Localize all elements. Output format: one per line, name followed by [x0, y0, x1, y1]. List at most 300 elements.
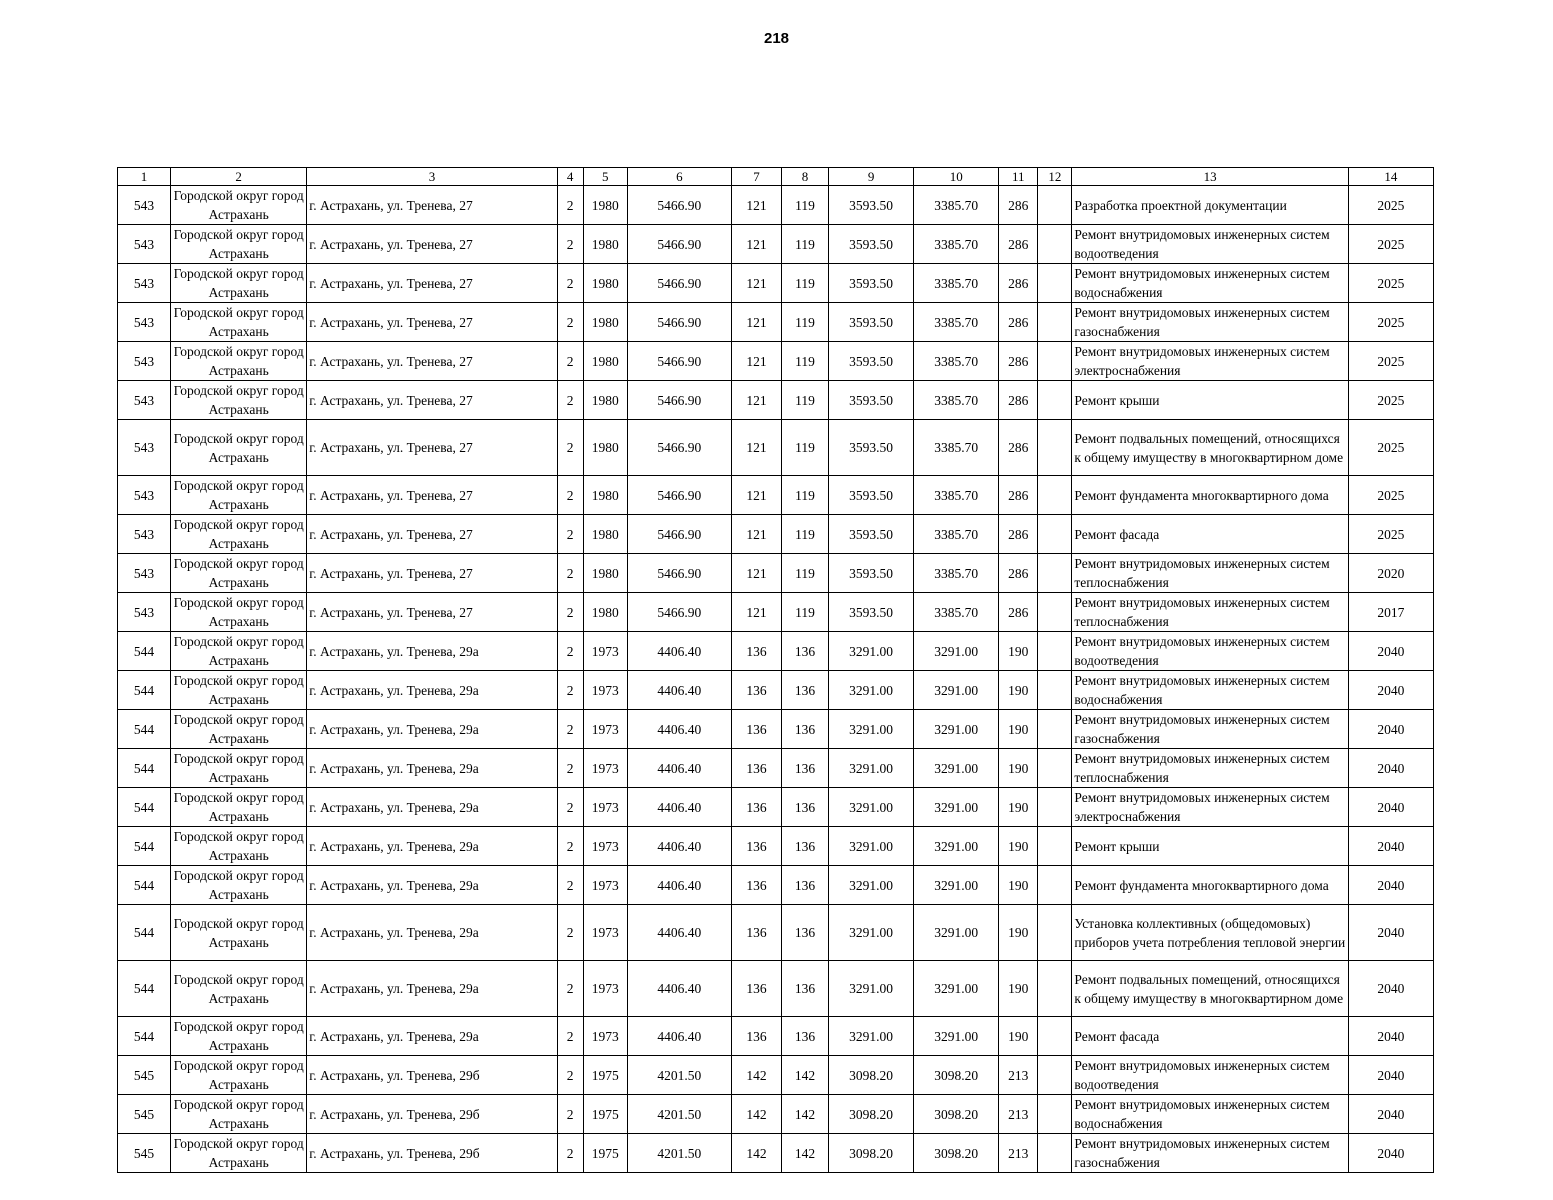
total-area-cell: 4406.40	[627, 671, 731, 710]
col9-cell: 3291.00	[829, 788, 914, 827]
col8-cell: 142	[781, 1134, 828, 1173]
col11-cell: 286	[999, 342, 1038, 381]
col9-cell: 3593.50	[829, 186, 914, 225]
col10-cell: 3385.70	[914, 186, 999, 225]
municipality-cell: Городской округ город Астрахань	[171, 381, 307, 420]
col12-cell	[1038, 476, 1072, 515]
col12-cell	[1038, 420, 1072, 476]
total-area-cell: 4406.40	[627, 827, 731, 866]
address-cell: г. Астрахань, ул. Тренева, 27	[307, 225, 557, 264]
col8-cell: 136	[781, 632, 828, 671]
house-number-cell: 544	[118, 827, 171, 866]
work-type-cell: Ремонт внутридомовых инженерных систем водоотведения	[1072, 225, 1348, 264]
col11-cell: 286	[999, 225, 1038, 264]
planned-year-cell: 2025	[1348, 264, 1433, 303]
build-year-cell: 1973	[583, 788, 627, 827]
col9-cell: 3291.00	[829, 905, 914, 961]
col10-cell: 3385.70	[914, 381, 999, 420]
col9-cell: 3593.50	[829, 264, 914, 303]
total-area-cell: 5466.90	[627, 593, 731, 632]
total-area-cell: 5466.90	[627, 264, 731, 303]
address-cell: г. Астрахань, ул. Тренева, 27	[307, 515, 557, 554]
column-number-row	[118, 168, 1434, 186]
build-year-cell: 1973	[583, 632, 627, 671]
work-type-cell: Ремонт внутридомовых инженерных систем газоснабжения	[1072, 1134, 1348, 1173]
col9-cell: 3593.50	[829, 554, 914, 593]
planned-year-cell: 2025	[1348, 225, 1433, 264]
address-cell: г. Астрахань, ул. Тренева, 29а	[307, 866, 557, 905]
build-year-cell: 1980	[583, 554, 627, 593]
col11-cell: 286	[999, 303, 1038, 342]
work-type-cell: Ремонт крыши	[1072, 827, 1348, 866]
municipality-cell: Городской округ город Астрахань	[171, 515, 307, 554]
table-row	[118, 710, 1434, 749]
work-type-cell: Ремонт фундамента многоквартирного дома	[1072, 476, 1348, 515]
table-row	[118, 186, 1434, 225]
col12-cell	[1038, 749, 1072, 788]
municipality-cell: Городской округ город Астрахань	[171, 1017, 307, 1056]
build-year-cell: 1980	[583, 515, 627, 554]
col10-cell: 3291.00	[914, 1017, 999, 1056]
col11-cell: 190	[999, 827, 1038, 866]
col12-cell	[1038, 671, 1072, 710]
address-cell: г. Астрахань, ул. Тренева, 29б	[307, 1095, 557, 1134]
build-year-cell: 1973	[583, 671, 627, 710]
municipality-cell: Городской округ город Астрахань	[171, 554, 307, 593]
col8-cell: 136	[781, 827, 828, 866]
col11-cell: 190	[999, 866, 1038, 905]
col12-cell	[1038, 264, 1072, 303]
municipality-cell: Городской округ город Астрахань	[171, 905, 307, 961]
col8-cell: 119	[781, 420, 828, 476]
floors-cell: 2	[557, 593, 583, 632]
house-number-cell: 543	[118, 225, 171, 264]
total-area-cell: 5466.90	[627, 515, 731, 554]
col9-cell: 3593.50	[829, 303, 914, 342]
municipality-cell: Городской округ город Астрахань	[171, 827, 307, 866]
total-area-cell: 5466.90	[627, 342, 731, 381]
col9-cell: 3291.00	[829, 671, 914, 710]
build-year-cell: 1980	[583, 186, 627, 225]
col12-cell	[1038, 554, 1072, 593]
floors-cell: 2	[557, 632, 583, 671]
house-number-cell: 545	[118, 1056, 171, 1095]
municipality-cell: Городской округ город Астрахань	[171, 710, 307, 749]
address-cell: г. Астрахань, ул. Тренева, 29а	[307, 1017, 557, 1056]
col10-cell: 3385.70	[914, 342, 999, 381]
municipality-cell: Городской округ город Астрахань	[171, 303, 307, 342]
address-cell: г. Астрахань, ул. Тренева, 27	[307, 420, 557, 476]
address-cell: г. Астрахань, ул. Тренева, 29а	[307, 632, 557, 671]
house-number-cell: 543	[118, 420, 171, 476]
col7-cell: 142	[731, 1095, 781, 1134]
table-row	[118, 554, 1434, 593]
house-number-cell: 544	[118, 632, 171, 671]
work-type-cell: Ремонт фасада	[1072, 1017, 1348, 1056]
col9-cell: 3291.00	[829, 710, 914, 749]
col12-cell	[1038, 593, 1072, 632]
address-cell: г. Астрахань, ул. Тренева, 27	[307, 554, 557, 593]
col12-cell	[1038, 303, 1072, 342]
municipality-cell: Городской округ город Астрахань	[171, 961, 307, 1017]
table-row	[118, 1134, 1434, 1173]
col8-cell: 136	[781, 961, 828, 1017]
address-cell: г. Астрахань, ул. Тренева, 27	[307, 186, 557, 225]
floors-cell: 2	[557, 420, 583, 476]
column-header: 4	[557, 168, 583, 186]
address-cell: г. Астрахань, ул. Тренева, 29б	[307, 1056, 557, 1095]
col10-cell: 3385.70	[914, 515, 999, 554]
col12-cell	[1038, 186, 1072, 225]
col12-cell	[1038, 710, 1072, 749]
planned-year-cell: 2040	[1348, 905, 1433, 961]
col8-cell: 119	[781, 303, 828, 342]
col8-cell: 136	[781, 671, 828, 710]
floors-cell: 2	[557, 225, 583, 264]
floors-cell: 2	[557, 554, 583, 593]
house-number-cell: 543	[118, 381, 171, 420]
build-year-cell: 1980	[583, 264, 627, 303]
col8-cell: 119	[781, 186, 828, 225]
col8-cell: 136	[781, 788, 828, 827]
col7-cell: 121	[731, 303, 781, 342]
col7-cell: 136	[731, 710, 781, 749]
col9-cell: 3593.50	[829, 225, 914, 264]
floors-cell: 2	[557, 827, 583, 866]
build-year-cell: 1975	[583, 1095, 627, 1134]
col12-cell	[1038, 1017, 1072, 1056]
col8-cell: 142	[781, 1095, 828, 1134]
address-cell: г. Астрахань, ул. Тренева, 29а	[307, 827, 557, 866]
col7-cell: 121	[731, 554, 781, 593]
col9-cell: 3593.50	[829, 420, 914, 476]
work-type-cell: Ремонт внутридомовых инженерных систем электроснабжения	[1072, 788, 1348, 827]
floors-cell: 2	[557, 1134, 583, 1173]
total-area-cell: 4406.40	[627, 788, 731, 827]
house-number-cell: 544	[118, 905, 171, 961]
col10-cell: 3291.00	[914, 710, 999, 749]
col8-cell: 119	[781, 515, 828, 554]
col11-cell: 190	[999, 788, 1038, 827]
column-header: 9	[829, 168, 914, 186]
house-number-cell: 544	[118, 710, 171, 749]
col12-cell	[1038, 381, 1072, 420]
col11-cell: 190	[999, 1017, 1038, 1056]
build-year-cell: 1980	[583, 303, 627, 342]
col9-cell: 3291.00	[829, 827, 914, 866]
floors-cell: 2	[557, 476, 583, 515]
column-header: 1	[118, 168, 171, 186]
municipality-cell: Городской округ город Астрахань	[171, 1134, 307, 1173]
col8-cell: 119	[781, 342, 828, 381]
column-header: 11	[999, 168, 1038, 186]
column-header: 2	[171, 168, 307, 186]
col11-cell: 190	[999, 671, 1038, 710]
floors-cell: 2	[557, 749, 583, 788]
col10-cell: 3291.00	[914, 961, 999, 1017]
col10-cell: 3385.70	[914, 264, 999, 303]
work-type-cell: Ремонт внутридомовых инженерных систем электроснабжения	[1072, 342, 1348, 381]
house-number-cell: 543	[118, 264, 171, 303]
total-area-cell: 5466.90	[627, 186, 731, 225]
col11-cell: 286	[999, 186, 1038, 225]
work-type-cell: Ремонт внутридомовых инженерных систем водоснабжения	[1072, 671, 1348, 710]
work-type-cell: Ремонт внутридомовых инженерных систем водоснабжения	[1072, 1095, 1348, 1134]
total-area-cell: 5466.90	[627, 476, 731, 515]
table-row	[118, 303, 1434, 342]
municipality-cell: Городской округ город Астрахань	[171, 1056, 307, 1095]
work-type-cell: Ремонт внутридомовых инженерных систем газоснабжения	[1072, 303, 1348, 342]
col7-cell: 136	[731, 866, 781, 905]
build-year-cell: 1975	[583, 1056, 627, 1095]
col7-cell: 121	[731, 186, 781, 225]
house-number-cell: 544	[118, 671, 171, 710]
total-area-cell: 4201.50	[627, 1134, 731, 1173]
planned-year-cell: 2025	[1348, 515, 1433, 554]
column-header: 12	[1038, 168, 1072, 186]
col7-cell: 121	[731, 420, 781, 476]
house-number-cell: 544	[118, 866, 171, 905]
col7-cell: 121	[731, 381, 781, 420]
work-type-cell: Ремонт внутридомовых инженерных систем теплоснабжения	[1072, 593, 1348, 632]
address-cell: г. Астрахань, ул. Тренева, 27	[307, 264, 557, 303]
col8-cell: 119	[781, 476, 828, 515]
municipality-cell: Городской округ город Астрахань	[171, 632, 307, 671]
col8-cell: 136	[781, 710, 828, 749]
house-number-cell: 543	[118, 342, 171, 381]
build-year-cell: 1973	[583, 905, 627, 961]
work-type-cell: Ремонт внутридомовых инженерных систем теплоснабжения	[1072, 749, 1348, 788]
col12-cell	[1038, 1095, 1072, 1134]
col9-cell: 3098.20	[829, 1134, 914, 1173]
col8-cell: 136	[781, 905, 828, 961]
floors-cell: 2	[557, 515, 583, 554]
municipality-cell: Городской округ город Астрахань	[171, 593, 307, 632]
col7-cell: 121	[731, 225, 781, 264]
work-type-cell: Ремонт внутридомовых инженерных систем водоотведения	[1072, 1056, 1348, 1095]
col12-cell	[1038, 1056, 1072, 1095]
col9-cell: 3291.00	[829, 632, 914, 671]
table-row	[118, 264, 1434, 303]
col11-cell: 286	[999, 593, 1038, 632]
table-row	[118, 632, 1434, 671]
col12-cell	[1038, 788, 1072, 827]
planned-year-cell: 2025	[1348, 303, 1433, 342]
column-header: 10	[914, 168, 999, 186]
address-cell: г. Астрахань, ул. Тренева, 29а	[307, 710, 557, 749]
planned-year-cell: 2040	[1348, 749, 1433, 788]
col11-cell: 286	[999, 554, 1038, 593]
col11-cell: 213	[999, 1095, 1038, 1134]
planned-year-cell: 2025	[1348, 476, 1433, 515]
municipality-cell: Городской округ город Астрахань	[171, 1095, 307, 1134]
col10-cell: 3098.20	[914, 1056, 999, 1095]
total-area-cell: 4201.50	[627, 1095, 731, 1134]
col10-cell: 3385.70	[914, 593, 999, 632]
table-row	[118, 225, 1434, 264]
work-type-cell: Ремонт внутридомовых инженерных систем водоснабжения	[1072, 264, 1348, 303]
col8-cell: 136	[781, 1017, 828, 1056]
build-year-cell: 1973	[583, 961, 627, 1017]
col7-cell: 136	[731, 827, 781, 866]
planned-year-cell: 2040	[1348, 866, 1433, 905]
col7-cell: 142	[731, 1056, 781, 1095]
work-type-cell: Ремонт внутридомовых инженерных систем газоснабжения	[1072, 710, 1348, 749]
build-year-cell: 1973	[583, 749, 627, 788]
floors-cell: 2	[557, 1095, 583, 1134]
total-area-cell: 4406.40	[627, 866, 731, 905]
col10-cell: 3291.00	[914, 788, 999, 827]
address-cell: г. Астрахань, ул. Тренева, 29а	[307, 749, 557, 788]
house-number-cell: 544	[118, 1017, 171, 1056]
col10-cell: 3291.00	[914, 905, 999, 961]
column-header: 3	[307, 168, 557, 186]
total-area-cell: 4406.40	[627, 905, 731, 961]
house-number-cell: 544	[118, 788, 171, 827]
house-number-cell: 543	[118, 303, 171, 342]
col9-cell: 3593.50	[829, 476, 914, 515]
build-year-cell: 1975	[583, 1134, 627, 1173]
col9-cell: 3291.00	[829, 1017, 914, 1056]
table-row	[118, 961, 1434, 1017]
col7-cell: 121	[731, 264, 781, 303]
col10-cell: 3291.00	[914, 866, 999, 905]
col11-cell: 190	[999, 905, 1038, 961]
table-row	[118, 905, 1434, 961]
planned-year-cell: 2040	[1348, 632, 1433, 671]
column-header: 6	[627, 168, 731, 186]
col7-cell: 136	[731, 961, 781, 1017]
col7-cell: 136	[731, 632, 781, 671]
col8-cell: 142	[781, 1056, 828, 1095]
house-number-cell: 544	[118, 961, 171, 1017]
planned-year-cell: 2040	[1348, 827, 1433, 866]
col7-cell: 136	[731, 749, 781, 788]
col8-cell: 119	[781, 554, 828, 593]
col9-cell: 3291.00	[829, 749, 914, 788]
build-year-cell: 1980	[583, 225, 627, 264]
house-number-cell: 543	[118, 186, 171, 225]
work-type-cell: Ремонт фасада	[1072, 515, 1348, 554]
col7-cell: 136	[731, 671, 781, 710]
floors-cell: 2	[557, 905, 583, 961]
table-row	[118, 1017, 1434, 1056]
planned-year-cell: 2025	[1348, 381, 1433, 420]
planned-year-cell: 2040	[1348, 1017, 1433, 1056]
municipality-cell: Городской округ город Астрахань	[171, 671, 307, 710]
planned-year-cell: 2040	[1348, 671, 1433, 710]
house-number-cell: 543	[118, 554, 171, 593]
col7-cell: 121	[731, 515, 781, 554]
total-area-cell: 5466.90	[627, 225, 731, 264]
col7-cell: 121	[731, 476, 781, 515]
house-number-cell: 543	[118, 593, 171, 632]
col7-cell: 121	[731, 342, 781, 381]
col11-cell: 190	[999, 710, 1038, 749]
col10-cell: 3291.00	[914, 632, 999, 671]
table-row	[118, 1056, 1434, 1095]
total-area-cell: 4406.40	[627, 1017, 731, 1056]
table-row	[118, 515, 1434, 554]
column-header: 14	[1348, 168, 1433, 186]
total-area-cell: 5466.90	[627, 381, 731, 420]
work-type-cell: Ремонт фундамента многоквартирного дома	[1072, 866, 1348, 905]
work-type-cell: Ремонт подвальных помещений, относящихся к общему имуществу в многоквартирном доме	[1072, 420, 1348, 476]
floors-cell: 2	[557, 381, 583, 420]
total-area-cell: 5466.90	[627, 420, 731, 476]
planned-year-cell: 2040	[1348, 710, 1433, 749]
municipality-cell: Городской округ город Астрахань	[171, 749, 307, 788]
build-year-cell: 1973	[583, 1017, 627, 1056]
address-cell: г. Астрахань, ул. Тренева, 27	[307, 381, 557, 420]
floors-cell: 2	[557, 1017, 583, 1056]
col7-cell: 121	[731, 593, 781, 632]
floors-cell: 2	[557, 866, 583, 905]
build-year-cell: 1973	[583, 827, 627, 866]
col10-cell: 3385.70	[914, 420, 999, 476]
house-number-cell: 545	[118, 1095, 171, 1134]
work-type-cell: Ремонт внутридомовых инженерных систем водоотведения	[1072, 632, 1348, 671]
total-area-cell: 4201.50	[627, 1056, 731, 1095]
work-type-cell: Установка коллективных (общедомовых) приборов учета потребления тепловой энергии	[1072, 905, 1348, 961]
col8-cell: 136	[781, 866, 828, 905]
col11-cell: 213	[999, 1134, 1038, 1173]
table-body	[118, 168, 1434, 1173]
col9-cell: 3291.00	[829, 961, 914, 1017]
total-area-cell: 4406.40	[627, 710, 731, 749]
build-year-cell: 1980	[583, 420, 627, 476]
column-header: 8	[781, 168, 828, 186]
col10-cell: 3291.00	[914, 671, 999, 710]
col10-cell: 3385.70	[914, 554, 999, 593]
table-row	[118, 866, 1434, 905]
col11-cell: 213	[999, 1056, 1038, 1095]
col11-cell: 190	[999, 749, 1038, 788]
work-type-cell: Разработка проектной документации	[1072, 186, 1348, 225]
col7-cell: 136	[731, 905, 781, 961]
col12-cell	[1038, 961, 1072, 1017]
col8-cell: 119	[781, 381, 828, 420]
col7-cell: 142	[731, 1134, 781, 1173]
address-cell: г. Астрахань, ул. Тренева, 27	[307, 342, 557, 381]
col12-cell	[1038, 866, 1072, 905]
work-type-cell: Ремонт внутридомовых инженерных систем теплоснабжения	[1072, 554, 1348, 593]
col9-cell: 3291.00	[829, 866, 914, 905]
col12-cell	[1038, 632, 1072, 671]
floors-cell: 2	[557, 788, 583, 827]
municipality-cell: Городской округ город Астрахань	[171, 476, 307, 515]
col10-cell: 3385.70	[914, 476, 999, 515]
column-header: 5	[583, 168, 627, 186]
address-cell: г. Астрахань, ул. Тренева, 29а	[307, 961, 557, 1017]
col10-cell: 3098.20	[914, 1134, 999, 1173]
col10-cell: 3385.70	[914, 303, 999, 342]
work-type-cell: Ремонт крыши	[1072, 381, 1348, 420]
planned-year-cell: 2040	[1348, 788, 1433, 827]
col8-cell: 136	[781, 749, 828, 788]
col8-cell: 119	[781, 593, 828, 632]
col11-cell: 286	[999, 420, 1038, 476]
table-row	[118, 593, 1434, 632]
floors-cell: 2	[557, 710, 583, 749]
total-area-cell: 4406.40	[627, 749, 731, 788]
col9-cell: 3098.20	[829, 1056, 914, 1095]
col11-cell: 286	[999, 515, 1038, 554]
total-area-cell: 4406.40	[627, 632, 731, 671]
address-cell: г. Астрахань, ул. Тренева, 29б	[307, 1134, 557, 1173]
total-area-cell: 5466.90	[627, 303, 731, 342]
table-row	[118, 381, 1434, 420]
